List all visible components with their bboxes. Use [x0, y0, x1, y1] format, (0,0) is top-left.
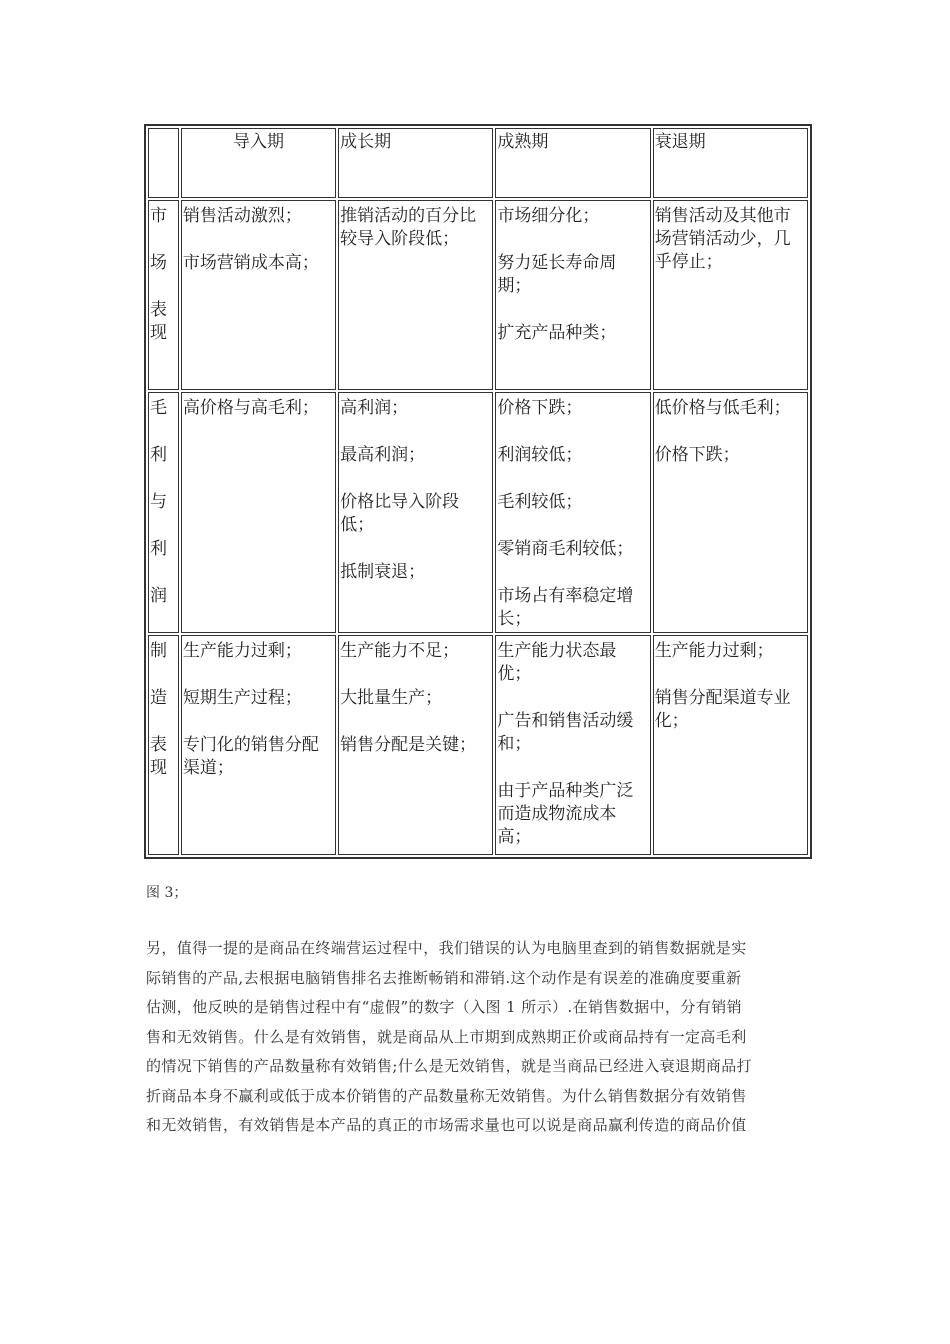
table-row-gross-profit — [148, 392, 808, 633]
table-header-row — [148, 128, 808, 198]
paragraph-line: 和无效销售，有效销售是本产品的真正的市场需求量也可以说是商品赢利传造的商品价值 — [146, 1116, 747, 1134]
cell-profit-decline: 低价格与低毛利； 价格下跌； — [653, 392, 808, 633]
paragraph-line: 估测，他反映的是销售过程中有“虚假”的数字（入图 1 所示）.在销售数据中，分有销销 — [146, 998, 742, 1016]
paragraph-line: 际销售的产品,去根据电脑销售排名去推断畅销和滞销.这个动作是有误差的准确度要重新 — [146, 968, 742, 987]
row-label-profit: 毛 利 与 利 润 — [148, 392, 179, 633]
row-label-manufacturing: 制 造 表 现 — [148, 635, 179, 855]
figure-caption: 图 3； — [146, 885, 188, 901]
product-lifecycle-table — [144, 124, 812, 859]
cell-profit-maturity: 价格下跌； 利润较低； 毛利较低； 零销商毛利较低； 市场占有率稳定增长； — [495, 392, 650, 633]
paragraph-line: 折商品本身不赢利或低于成本价销售的产品数量称无效销售。为什么销售数据分有效销售 — [146, 1086, 747, 1105]
cell-profit-growth: 高利润； 最高利润； 价格比导入阶段低； 抵制衰退； — [338, 392, 493, 633]
paragraph-line: 的情况下销售的产品数量称有效销售;什么是无效销售，就是当商品已经进入衰退期商品打 — [146, 1057, 753, 1075]
cell-profit-intro: 高价格与高毛利； — [181, 392, 336, 633]
cell-market-intro: 销售活动激烈； 市场营销成本高； — [181, 200, 336, 390]
cell-manuf-intro: 生产能力过剩； 短期生产过程； 专门化的销售分配渠道； — [181, 635, 336, 855]
cell-market-maturity: 市场细分化； 努力延长寿命周期； 扩充产品种类； — [495, 200, 650, 390]
header-decline-stage: 衰退期 — [653, 128, 808, 198]
cell-manuf-growth: 生产能力不足； 大批量生产； 销售分配是关键； — [338, 635, 493, 855]
header-corner-cell — [148, 128, 179, 198]
paragraph-line: 售和无效销售。什么是有效销售，就是商品从上市期到成熟期正价或商品持有一定高毛利 — [146, 1027, 747, 1046]
header-maturity-stage: 成熟期 — [495, 128, 650, 198]
table-row-manufacturing — [148, 635, 808, 855]
cell-manuf-decline: 生产能力过剩； 销售分配渠道专业化； — [653, 635, 808, 855]
table-row-market-performance — [148, 200, 808, 390]
cell-market-decline: 销售活动及其他市场营销活动少，几乎停止； — [653, 200, 808, 390]
row-label-market: 市 场 表 现 — [148, 200, 179, 390]
cell-market-growth: 推销活动的百分比较导入阶段低； — [338, 200, 493, 390]
cell-manuf-maturity: 生产能力状态最优； 广告和销售活动缓和； 由于产品种类广泛而造成物流成本高； — [495, 635, 650, 855]
paragraph-line: 另，值得一提的是商品在终端营运过程中，我们错误的认为电脑里查到的销售数据就是实 — [146, 939, 747, 957]
body-paragraph — [146, 934, 810, 1141]
header-growth-stage: 成长期 — [338, 128, 493, 198]
header-intro-stage: 导入期 — [181, 128, 336, 198]
